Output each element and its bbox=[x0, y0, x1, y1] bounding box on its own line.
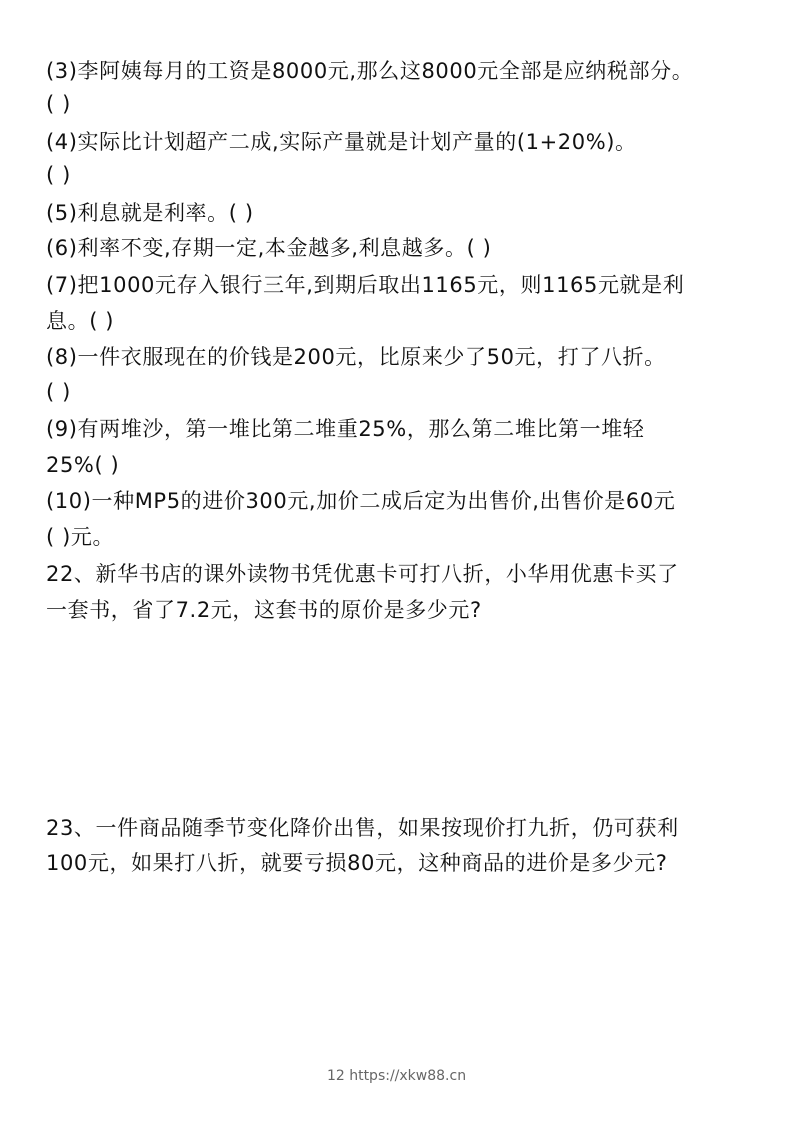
question-4-line-1: (4)实际比计划超产二成,实际产量就是计划产量的(1+20%)。 bbox=[46, 130, 637, 154]
question-8-answer-blank: ( ) bbox=[46, 380, 71, 404]
question-9-line-1: (9)有两堆沙，第一堆比第二堆重25%，那么第二堆比第一堆轻 bbox=[46, 417, 645, 441]
problem-22-line-1: 22、新华书店的课外读物书凭优惠卡可打八折，小华用优惠卡买了 bbox=[46, 562, 679, 586]
problem-23-line-2: 100元，如果打八折，就要亏损80元，这种商品的进价是多少元? bbox=[46, 851, 668, 875]
problem-23-line-1: 23、一件商品随季节变化降价出售，如果按现价打九折，仍可获利 bbox=[46, 816, 679, 840]
question-7-line-1: (7)把1000元存入银行三年,到期后取出1165元，则1165元就是利 bbox=[46, 273, 685, 297]
page-footer: 12 https://xkw88.cn bbox=[326, 1068, 467, 1084]
question-6: (6)利率不变,存期一定,本金越多,利息越多。( ) bbox=[46, 236, 492, 260]
question-5: (5)利息就是利率。( ) bbox=[46, 201, 254, 225]
question-3-line-1: (3)李阿姨每月的工资是8000元,那么这8000元全部是应纳税部分。 bbox=[46, 59, 694, 83]
problem-22-line-2: 一套书，省了7.2元，这套书的原价是多少元? bbox=[46, 598, 482, 622]
question-7-line-2: 息。( ) bbox=[46, 309, 115, 333]
question-9-line-2: 25%( ) bbox=[46, 453, 120, 477]
question-10-line-2: ( )元。 bbox=[46, 525, 115, 549]
question-10-line-1: (10)一种MP5的进价300元,加价二成后定为出售价,出售价是60元 bbox=[46, 489, 676, 513]
question-8-line-1: (8)一件衣服现在的价钱是200元，比原来少了50元，打了八折。 bbox=[46, 345, 666, 369]
question-4-answer-blank: ( ) bbox=[46, 163, 71, 187]
question-3-answer-blank: ( ) bbox=[46, 92, 71, 116]
